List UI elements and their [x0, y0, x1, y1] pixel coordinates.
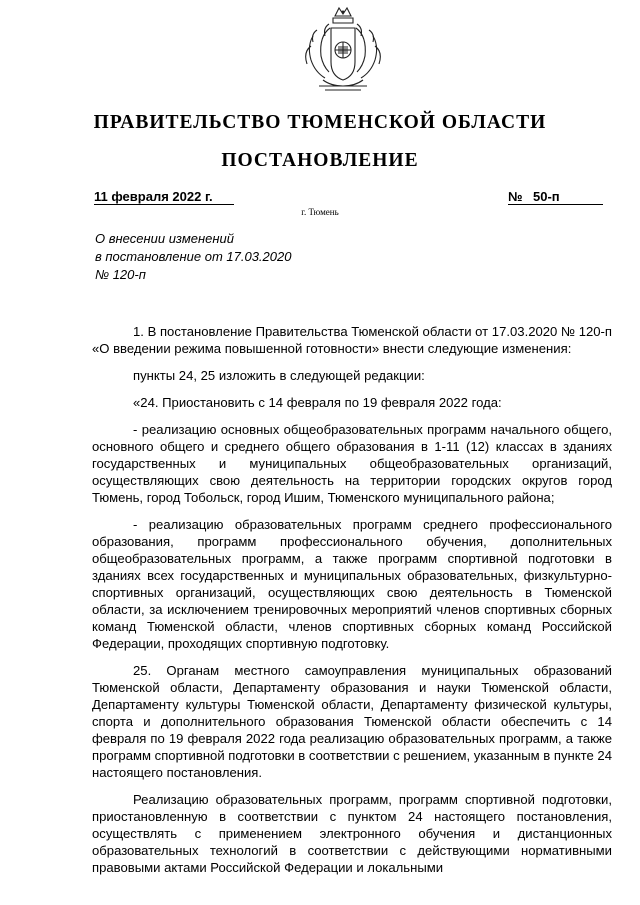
subject-line: в постановление от 17.03.2020	[95, 249, 292, 264]
organization-title: ПРАВИТЕЛЬСТВО ТЮМЕНСКОЙ ОБЛАСТИ	[93, 112, 547, 133]
document-date: 11 февраля 2022 г.	[94, 189, 234, 205]
number-value: 50-п	[530, 189, 603, 205]
paragraph: 25. Органам местного самоуправления муниципальных образований Тюменской области, Департаменту образования и науки Тюменской области, Департаменту культуры Тюменской области, Департаменту физической культуры, спорта и дополнительного образования Тюменской области обеспечить с 14 февраля по 19 февраля 2022 года реализацию образовательных программ, а также программ спортивной подготовки в соответствии с решением, указанным в пункте 24 настоящего постановления.	[92, 663, 612, 780]
paragraph: Реализацию образовательных программ, программ спортивной подготовки, приостановленную в соответствии с пунктом 24 настоящего постановления, осуществлять с применением электронного обучения и дистанционных образовательных технологий в соответствии с действующими нормативными правовыми актами Российской Федерации и локальными	[92, 792, 612, 875]
paragraph: 1. В постановление Правительства Тюменской области от 17.03.2020 № 120-п «О введении режима повышенной готовности» внести следующие изменения:	[92, 324, 612, 356]
paragraph: пункты 24, 25 изложить в следующей редакции:	[133, 368, 425, 383]
paragraph: - реализацию образовательных программ среднего профессионального образования, программ профессионального обучения, дополнительных общеобразовательных программ, а также программ спортивной подготовки в зданиях всех государственных и муниципальных образовательных, физкультурно-спортивных организаций, осуществляющих свою деятельность в Тюменской области, за исключением тренировочных мероприятий членов спортивных сборных команд Тюменской области, членов спортивных сборных команд Российской Федерации, проходящих спортивную подготовку.	[92, 517, 612, 651]
document-body	[92, 323, 612, 876]
document-type: ПОСТАНОВЛЕНИЕ	[221, 150, 419, 171]
document-subject	[95, 230, 291, 284]
subject-line: № 120-п	[95, 267, 146, 282]
paragraph: «24. Приостановить с 14 февраля по 19 февраля 2022 года:	[133, 395, 502, 410]
city-label: г. Тюмень	[301, 207, 339, 217]
subject-line: О внесении изменений	[95, 231, 234, 246]
coat-of-arms-icon	[299, 6, 387, 98]
document-number	[508, 189, 603, 205]
paragraph: - реализацию основных общеобразовательных программ начального общего, основного общего и среднего общего образования в 1-11 (12) классах в зданиях государственных и муниципальных общеобразовательных организаций, осуществляющих свою деятельность на территории городских округов город Тюмень, город Тобольск, город Ишим, Тюменского муниципального района;	[92, 422, 612, 505]
number-sign: №	[508, 189, 530, 205]
